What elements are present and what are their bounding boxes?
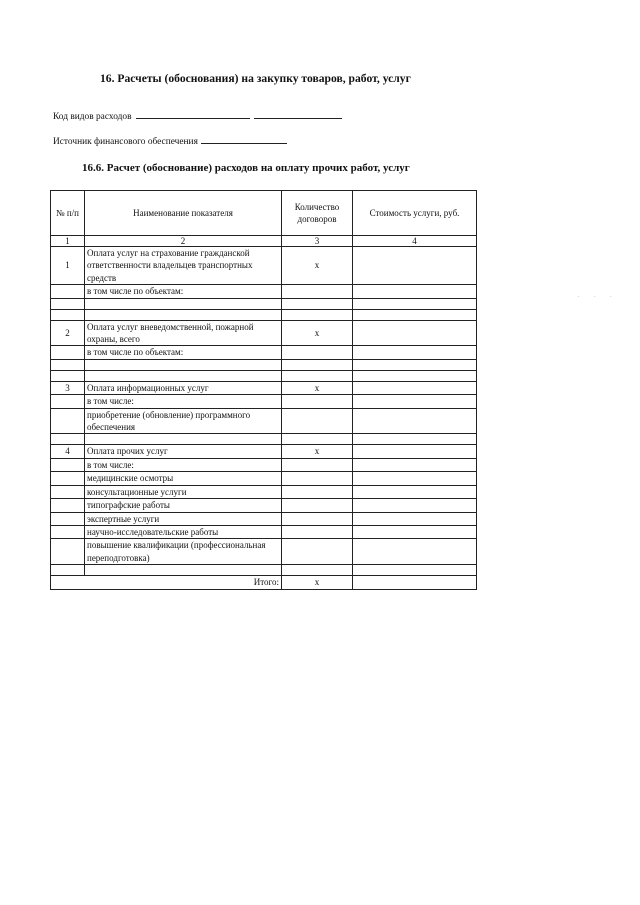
- table-row: [51, 346, 477, 359]
- row-count-cell: [282, 395, 353, 408]
- table-row: [51, 539, 477, 565]
- row-name-cell: в том числе:: [85, 395, 282, 408]
- row-count-cell: [282, 565, 353, 576]
- table-row: [51, 408, 477, 434]
- row-count-cell: [282, 346, 353, 359]
- total-row: [51, 576, 477, 589]
- row-cost-cell: [353, 445, 477, 458]
- row-cost-cell: [353, 408, 477, 434]
- row-name-cell: Оплата информационных услуг: [85, 381, 282, 394]
- row-num-cell: [51, 346, 85, 359]
- row-num-cell: [51, 434, 85, 445]
- row-cost-cell: [353, 525, 477, 538]
- row-name-cell: экспертные услуги: [85, 512, 282, 525]
- table-row: [51, 381, 477, 394]
- row-count-cell: x: [282, 445, 353, 458]
- row-num-cell: [51, 499, 85, 512]
- row-count-cell: [282, 285, 353, 298]
- row-num-cell: [51, 285, 85, 298]
- table-header-row: [51, 191, 477, 236]
- total-label: Итого:: [51, 576, 282, 589]
- table-row: [51, 485, 477, 498]
- table-row: [51, 285, 477, 298]
- row-cost-cell: [353, 320, 477, 346]
- row-num-cell: [51, 565, 85, 576]
- expense-code-blank-1: [136, 109, 250, 119]
- row-cost-cell: [353, 565, 477, 576]
- row-name-cell: типографские работы: [85, 499, 282, 512]
- row-num-cell: 3: [51, 381, 85, 394]
- table-row: [51, 458, 477, 471]
- row-name-cell: Оплата прочих услуг: [85, 445, 282, 458]
- row-count-cell: [282, 309, 353, 320]
- row-name-cell: [85, 309, 282, 320]
- row-count-cell: [282, 298, 353, 309]
- row-count-cell: [282, 485, 353, 498]
- row-count-cell: [282, 458, 353, 471]
- row-count-cell: [282, 539, 353, 565]
- funding-source-blank: [201, 134, 287, 144]
- expense-table: [50, 190, 477, 590]
- row-num-cell: [51, 298, 85, 309]
- row-cost-cell: [353, 472, 477, 485]
- funding-source-line: [53, 134, 287, 147]
- total-count: x: [282, 576, 353, 589]
- row-count-cell: [282, 408, 353, 434]
- row-count-cell: [282, 370, 353, 381]
- row-name-cell: [85, 434, 282, 445]
- row-name-cell: [85, 565, 282, 576]
- row-cost-cell: [353, 298, 477, 309]
- scan-specks: · · ·: [577, 293, 618, 301]
- row-num-cell: [51, 525, 85, 538]
- row-cost-cell: [353, 370, 477, 381]
- row-name-cell: научно-исследовательские работы: [85, 525, 282, 538]
- row-cost-cell: [353, 512, 477, 525]
- row-num-cell: [51, 395, 85, 408]
- expense-code-label: Код видов расходов: [53, 112, 132, 122]
- index-cell: 4: [353, 236, 477, 247]
- row-cost-cell: [353, 539, 477, 565]
- row-num-cell: [51, 309, 85, 320]
- table-row: [51, 525, 477, 538]
- total-cost: [353, 576, 477, 589]
- subsection-title: 16.6. Расчет (обоснование) расходов на оплату прочих работ, услуг: [82, 162, 410, 174]
- table-row: [51, 434, 477, 445]
- row-cost-cell: [353, 309, 477, 320]
- row-num-cell: [51, 458, 85, 471]
- table-row: [51, 395, 477, 408]
- row-cost-cell: [353, 458, 477, 471]
- table-row: [51, 320, 477, 346]
- row-name-cell: приобретение (обновление) программного обеспечения: [85, 408, 282, 434]
- table-body: [51, 236, 477, 590]
- table-row: [51, 499, 477, 512]
- row-name-cell: [85, 370, 282, 381]
- row-count-cell: [282, 499, 353, 512]
- row-cost-cell: [353, 381, 477, 394]
- row-cost-cell: [353, 434, 477, 445]
- row-num-cell: 4: [51, 445, 85, 458]
- row-cost-cell: [353, 346, 477, 359]
- row-name-cell: повышение квалификации (профессиональная переподготовка): [85, 539, 282, 565]
- row-cost-cell: [353, 499, 477, 512]
- row-count-cell: x: [282, 247, 353, 285]
- row-cost-cell: [353, 285, 477, 298]
- row-name-cell: в том числе по объектам:: [85, 346, 282, 359]
- header-count: Количество договоров: [282, 191, 353, 236]
- table-row: [51, 512, 477, 525]
- row-num-cell: 1: [51, 247, 85, 285]
- row-num-cell: [51, 359, 85, 370]
- row-name-cell: [85, 298, 282, 309]
- table-row: [51, 247, 477, 285]
- row-cost-cell: [353, 395, 477, 408]
- row-name-cell: Оплата услуг вневедомственной, пожарной охраны, всего: [85, 320, 282, 346]
- row-num-cell: [51, 512, 85, 525]
- row-num-cell: 2: [51, 320, 85, 346]
- row-num-cell: [51, 472, 85, 485]
- row-name-cell: в том числе по объектам:: [85, 285, 282, 298]
- funding-source-label: Источник финансового обеспечения: [53, 137, 198, 147]
- row-count-cell: [282, 434, 353, 445]
- row-count-cell: [282, 525, 353, 538]
- table-row: [51, 309, 477, 320]
- row-name-cell: в том числе:: [85, 458, 282, 471]
- row-count-cell: [282, 472, 353, 485]
- row-name-cell: Оплата услуг на страхование гражданской ответственности владельцев транспортных средств: [85, 247, 282, 285]
- index-row: [51, 236, 477, 247]
- section-title: 16. Расчеты (обоснования) на закупку товаров, работ, услуг: [100, 72, 411, 85]
- row-name-cell: медицинские осмотры: [85, 472, 282, 485]
- table-row: [51, 298, 477, 309]
- row-count-cell: x: [282, 381, 353, 394]
- row-count-cell: [282, 512, 353, 525]
- row-cost-cell: [353, 247, 477, 285]
- row-num-cell: [51, 370, 85, 381]
- table-row: [51, 445, 477, 458]
- header-name: Наименование показателя: [85, 191, 282, 236]
- row-num-cell: [51, 539, 85, 565]
- row-num-cell: [51, 408, 85, 434]
- index-cell: 2: [85, 236, 282, 247]
- row-cost-cell: [353, 359, 477, 370]
- expense-code-line: [53, 109, 342, 122]
- header-cost: Стоимость услуги, руб.: [353, 191, 477, 236]
- table-row: [51, 370, 477, 381]
- row-num-cell: [51, 485, 85, 498]
- table-row: [51, 359, 477, 370]
- row-name-cell: консультационные услуги: [85, 485, 282, 498]
- table-row: [51, 565, 477, 576]
- table-row: [51, 472, 477, 485]
- header-num: № п/п: [51, 191, 85, 236]
- row-count-cell: [282, 359, 353, 370]
- index-cell: 3: [282, 236, 353, 247]
- row-cost-cell: [353, 485, 477, 498]
- index-cell: 1: [51, 236, 85, 247]
- expense-code-blank-2: [254, 109, 342, 119]
- row-count-cell: x: [282, 320, 353, 346]
- row-name-cell: [85, 359, 282, 370]
